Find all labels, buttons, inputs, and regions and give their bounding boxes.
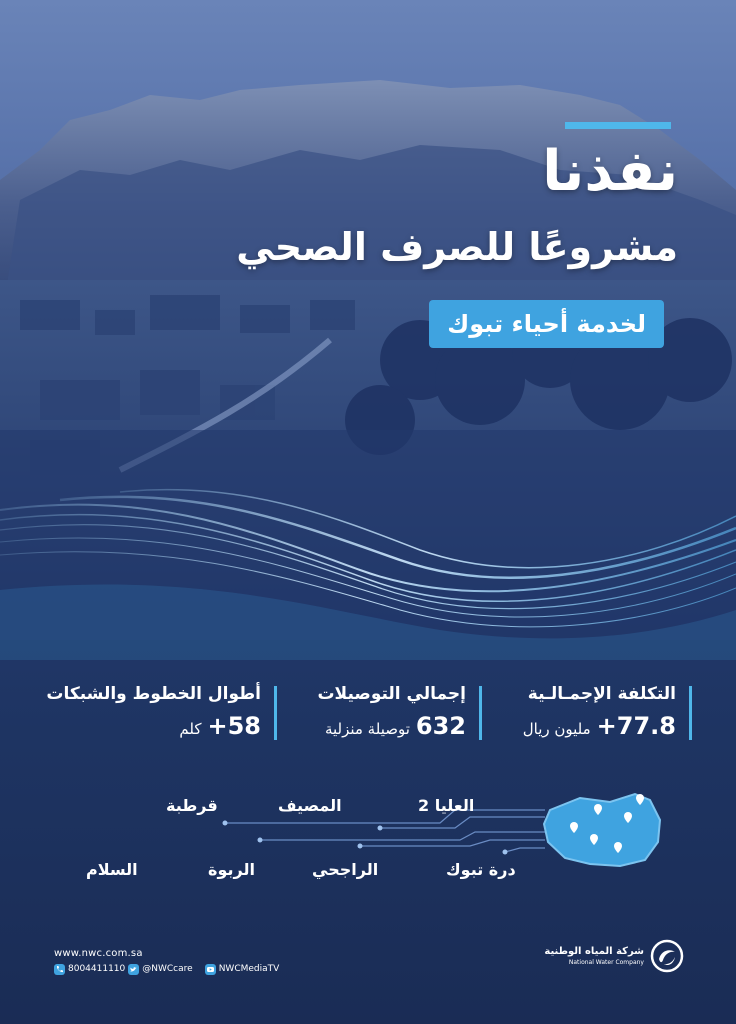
stat-divider bbox=[689, 686, 692, 740]
district-alrabwa: الربوة bbox=[208, 860, 255, 879]
stat-divider bbox=[274, 686, 277, 740]
stat-divider bbox=[479, 686, 482, 740]
phone-icon bbox=[54, 964, 65, 975]
district-qurtuba: قرطبة bbox=[166, 796, 218, 815]
logo-text bbox=[544, 946, 644, 967]
target-districts-pill: لخدمة أحياء تبوك bbox=[429, 300, 664, 348]
website-link[interactable]: www.nwc.com.sa bbox=[54, 948, 143, 959]
company-logo bbox=[544, 938, 684, 974]
heading-accent-rule bbox=[565, 122, 671, 129]
district-durrat-tabuk: درة تبوك bbox=[446, 860, 516, 879]
stat-number: +58 bbox=[207, 712, 261, 740]
stat-network-length bbox=[46, 682, 261, 742]
stat-label: التكلفة الإجمـالـية bbox=[527, 684, 676, 704]
tabuk-map-icon bbox=[540, 790, 670, 870]
logo-arabic-name: شركة المياه الوطنية bbox=[544, 945, 644, 957]
stat-unit: مليون ريال bbox=[522, 720, 591, 738]
stat-value bbox=[317, 712, 466, 743]
stat-value bbox=[46, 712, 261, 743]
stat-total-cost bbox=[523, 682, 676, 742]
stat-number: 632 bbox=[415, 712, 466, 740]
stat-number: +77.8 bbox=[596, 712, 676, 740]
water-wave-graphic bbox=[0, 470, 736, 660]
stat-total-connections bbox=[317, 682, 466, 742]
subheadline: مشروعًا للصرف الصحي bbox=[236, 225, 678, 269]
youtube-channel[interactable]: NWCMediaTV bbox=[218, 964, 280, 974]
stat-unit: توصيلة منزلية bbox=[324, 720, 410, 738]
district-almusif: المصيف bbox=[278, 796, 342, 815]
youtube-icon bbox=[205, 964, 216, 975]
phone-number[interactable]: 8004411110 bbox=[68, 964, 126, 974]
logo-english-name: National Water Company bbox=[568, 958, 644, 966]
district-olaya2: العليا 2 bbox=[418, 796, 475, 815]
water-drop-logo-icon bbox=[650, 939, 684, 973]
district-alrajhi: الراجحي bbox=[312, 860, 379, 879]
district-alsalam: السلام bbox=[86, 860, 138, 879]
stat-unit: كلم bbox=[179, 720, 202, 738]
stat-label: أطوال الخطوط والشبكات bbox=[46, 684, 261, 704]
twitter-handle[interactable]: @NWCcare bbox=[142, 964, 193, 974]
footer-contacts bbox=[54, 962, 279, 976]
twitter-icon bbox=[128, 964, 139, 975]
stat-value bbox=[523, 712, 676, 743]
headline: نفذنا bbox=[542, 139, 678, 204]
stat-label: إجمالي التوصيلات bbox=[317, 684, 466, 704]
